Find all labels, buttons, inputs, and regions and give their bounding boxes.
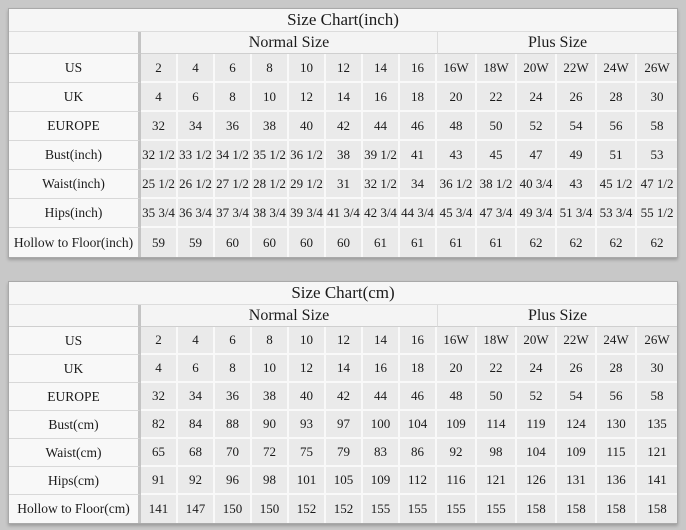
size-value-cell: 26W — [637, 327, 677, 355]
size-value-cell: 32 — [141, 383, 178, 411]
size-value-cell: 26W — [637, 54, 677, 83]
size-value-cell: 60 — [289, 228, 326, 257]
size-value-cell: 24 — [517, 355, 557, 383]
size-value-cell: 56 — [597, 112, 637, 141]
size-value-cell: 55 1/2 — [637, 199, 677, 228]
size-value-cell: 65 — [141, 439, 178, 467]
size-value-cell: 20W — [517, 54, 557, 83]
size-value-cell: 104 — [517, 439, 557, 467]
size-value-cell: 6 — [215, 327, 252, 355]
size-value-cell: 155 — [437, 495, 477, 523]
size-value-cell: 109 — [437, 411, 477, 439]
size-value-cell: 24 — [517, 83, 557, 112]
size-row — [9, 439, 677, 467]
size-value-cell: 53 — [637, 141, 677, 170]
size-value-cell: 101 — [289, 467, 326, 495]
table-title: Size Chart(inch) — [9, 9, 677, 32]
size-value-cell: 36 — [215, 383, 252, 411]
size-value-cell: 28 — [597, 355, 637, 383]
size-value-cell: 109 — [557, 439, 597, 467]
size-value-cell: 28 1/2 — [252, 170, 289, 199]
inch-table-body — [9, 54, 677, 257]
size-value-cell: 54 — [557, 383, 597, 411]
size-value-cell: 155 — [400, 495, 437, 523]
size-value-cell: 8 — [252, 327, 289, 355]
size-value-cell: 86 — [400, 439, 437, 467]
size-value-cell: 114 — [477, 411, 517, 439]
corner-cell — [9, 305, 141, 327]
size-value-cell: 83 — [363, 439, 400, 467]
size-row — [9, 495, 677, 523]
size-value-cell: 14 — [326, 83, 363, 112]
size-value-cell: 10 — [252, 355, 289, 383]
size-value-cell: 130 — [597, 411, 637, 439]
size-value-cell: 158 — [637, 495, 677, 523]
size-value-cell: 45 1/2 — [597, 170, 637, 199]
size-value-cell: 18W — [477, 327, 517, 355]
size-value-cell: 38 1/2 — [477, 170, 517, 199]
size-value-cell: 16 — [363, 355, 400, 383]
size-value-cell: 6 — [178, 355, 215, 383]
size-value-cell: 24W — [597, 327, 637, 355]
size-value-cell: 60 — [326, 228, 363, 257]
size-value-cell: 72 — [252, 439, 289, 467]
size-value-cell: 93 — [289, 411, 326, 439]
size-value-cell: 47 3/4 — [477, 199, 517, 228]
size-value-cell: 51 3/4 — [557, 199, 597, 228]
size-value-cell: 34 — [400, 170, 437, 199]
title-row — [9, 282, 677, 305]
size-value-cell: 32 — [141, 112, 178, 141]
size-value-cell: 49 3/4 — [517, 199, 557, 228]
size-value-cell: 70 — [215, 439, 252, 467]
row-label: Hollow to Floor(inch) — [9, 228, 141, 257]
size-value-cell: 25 1/2 — [141, 170, 178, 199]
size-value-cell: 84 — [178, 411, 215, 439]
size-value-cell: 61 — [400, 228, 437, 257]
normal-size-header: Normal Size — [141, 32, 437, 54]
size-value-cell: 22W — [557, 327, 597, 355]
size-value-cell: 26 1/2 — [178, 170, 215, 199]
size-value-cell: 14 — [326, 355, 363, 383]
row-label: Hollow to Floor(cm) — [9, 495, 141, 523]
size-value-cell: 12 — [326, 54, 363, 83]
size-value-cell: 158 — [597, 495, 637, 523]
size-value-cell: 62 — [517, 228, 557, 257]
size-value-cell: 44 3/4 — [400, 199, 437, 228]
size-value-cell: 112 — [400, 467, 437, 495]
size-value-cell: 22W — [557, 54, 597, 83]
size-value-cell: 40 — [289, 112, 326, 141]
size-value-cell: 38 — [252, 383, 289, 411]
row-label: Waist(inch) — [9, 170, 141, 199]
size-value-cell: 4 — [141, 355, 178, 383]
size-row — [9, 327, 677, 355]
group-header-row — [9, 32, 677, 54]
size-value-cell: 46 — [400, 112, 437, 141]
group-header-row — [9, 305, 677, 327]
size-value-cell: 141 — [637, 467, 677, 495]
size-value-cell: 26 — [557, 83, 597, 112]
size-row — [9, 83, 677, 112]
size-value-cell: 36 3/4 — [178, 199, 215, 228]
size-value-cell: 34 1/2 — [215, 141, 252, 170]
size-value-cell: 6 — [178, 83, 215, 112]
size-value-cell: 91 — [141, 467, 178, 495]
size-value-cell: 121 — [637, 439, 677, 467]
size-value-cell: 90 — [252, 411, 289, 439]
size-value-cell: 119 — [517, 411, 557, 439]
size-value-cell: 16 — [400, 327, 437, 355]
size-row — [9, 54, 677, 83]
size-value-cell: 36 1/2 — [289, 141, 326, 170]
size-value-cell: 60 — [252, 228, 289, 257]
size-value-cell: 18 — [400, 83, 437, 112]
row-label: Hips(inch) — [9, 199, 141, 228]
size-value-cell: 36 — [215, 112, 252, 141]
size-value-cell: 35 3/4 — [141, 199, 178, 228]
size-value-cell: 62 — [597, 228, 637, 257]
size-value-cell: 10 — [252, 83, 289, 112]
size-value-cell: 31 — [326, 170, 363, 199]
cm-table — [8, 281, 678, 524]
size-value-cell: 2 — [141, 327, 178, 355]
row-label: EUROPE — [9, 112, 141, 141]
size-value-cell: 152 — [326, 495, 363, 523]
plus-size-header: Plus Size — [437, 305, 677, 327]
size-value-cell: 10 — [289, 327, 326, 355]
size-value-cell: 147 — [178, 495, 215, 523]
size-value-cell: 12 — [326, 327, 363, 355]
size-value-cell: 100 — [363, 411, 400, 439]
size-value-cell: 82 — [141, 411, 178, 439]
size-value-cell: 38 — [326, 141, 363, 170]
size-value-cell: 59 — [141, 228, 178, 257]
size-row — [9, 199, 677, 228]
size-value-cell: 42 — [326, 112, 363, 141]
size-value-cell: 46 — [400, 383, 437, 411]
size-value-cell: 18 — [400, 355, 437, 383]
size-value-cell: 12 — [289, 355, 326, 383]
size-value-cell: 8 — [215, 83, 252, 112]
row-label: UK — [9, 355, 141, 383]
size-value-cell: 75 — [289, 439, 326, 467]
size-value-cell: 22 — [477, 355, 517, 383]
size-value-cell: 121 — [477, 467, 517, 495]
size-value-cell: 2 — [141, 54, 178, 83]
inch-table — [8, 8, 678, 258]
size-value-cell: 92 — [437, 439, 477, 467]
normal-size-header: Normal Size — [141, 305, 437, 327]
size-value-cell: 40 3/4 — [517, 170, 557, 199]
size-value-cell: 42 — [326, 383, 363, 411]
size-value-cell: 158 — [517, 495, 557, 523]
size-chart-inch-table — [8, 8, 678, 258]
size-value-cell: 97 — [326, 411, 363, 439]
size-value-cell: 14 — [363, 327, 400, 355]
size-value-cell: 32 1/2 — [363, 170, 400, 199]
size-value-cell: 92 — [178, 467, 215, 495]
size-value-cell: 45 3/4 — [437, 199, 477, 228]
size-value-cell: 105 — [326, 467, 363, 495]
size-value-cell: 61 — [363, 228, 400, 257]
size-value-cell: 38 3/4 — [252, 199, 289, 228]
size-value-cell: 37 3/4 — [215, 199, 252, 228]
title-row — [9, 9, 677, 32]
size-value-cell: 35 1/2 — [252, 141, 289, 170]
size-value-cell: 4 — [141, 83, 178, 112]
size-value-cell: 30 — [637, 355, 677, 383]
size-value-cell: 79 — [326, 439, 363, 467]
size-value-cell: 56 — [597, 383, 637, 411]
size-value-cell: 20W — [517, 327, 557, 355]
size-value-cell: 16W — [437, 54, 477, 83]
size-value-cell: 88 — [215, 411, 252, 439]
size-row — [9, 170, 677, 199]
size-value-cell: 51 — [597, 141, 637, 170]
size-value-cell: 141 — [141, 495, 178, 523]
size-value-cell: 68 — [178, 439, 215, 467]
size-value-cell: 39 1/2 — [363, 141, 400, 170]
size-value-cell: 52 — [517, 112, 557, 141]
size-value-cell: 61 — [437, 228, 477, 257]
size-value-cell: 34 — [178, 383, 215, 411]
size-value-cell: 50 — [477, 112, 517, 141]
size-value-cell: 152 — [289, 495, 326, 523]
plus-size-header: Plus Size — [437, 32, 677, 54]
row-label: Bust(cm) — [9, 411, 141, 439]
size-value-cell: 8 — [215, 355, 252, 383]
size-value-cell: 115 — [597, 439, 637, 467]
size-value-cell: 38 — [252, 112, 289, 141]
size-value-cell: 155 — [477, 495, 517, 523]
size-value-cell: 43 — [557, 170, 597, 199]
size-value-cell: 30 — [637, 83, 677, 112]
size-value-cell: 42 3/4 — [363, 199, 400, 228]
row-label: UK — [9, 83, 141, 112]
size-value-cell: 32 1/2 — [141, 141, 178, 170]
size-value-cell: 135 — [637, 411, 677, 439]
size-value-cell: 45 — [477, 141, 517, 170]
size-value-cell: 40 — [289, 383, 326, 411]
size-value-cell: 36 1/2 — [437, 170, 477, 199]
size-row — [9, 467, 677, 495]
size-value-cell: 24W — [597, 54, 637, 83]
size-value-cell: 33 1/2 — [178, 141, 215, 170]
size-value-cell: 22 — [477, 83, 517, 112]
size-value-cell: 20 — [437, 355, 477, 383]
size-value-cell: 136 — [597, 467, 637, 495]
size-value-cell: 49 — [557, 141, 597, 170]
size-value-cell: 98 — [477, 439, 517, 467]
size-value-cell: 150 — [215, 495, 252, 523]
size-value-cell: 47 1/2 — [637, 170, 677, 199]
size-value-cell: 124 — [557, 411, 597, 439]
size-value-cell: 44 — [363, 112, 400, 141]
size-value-cell: 98 — [252, 467, 289, 495]
size-value-cell: 109 — [363, 467, 400, 495]
size-value-cell: 20 — [437, 83, 477, 112]
size-value-cell: 10 — [289, 54, 326, 83]
size-value-cell: 60 — [215, 228, 252, 257]
size-value-cell: 61 — [477, 228, 517, 257]
size-value-cell: 41 3/4 — [326, 199, 363, 228]
size-value-cell: 12 — [289, 83, 326, 112]
size-chart-cm-table — [8, 281, 678, 524]
size-value-cell: 50 — [477, 383, 517, 411]
row-label: Hips(cm) — [9, 467, 141, 495]
size-row — [9, 141, 677, 170]
size-value-cell: 27 1/2 — [215, 170, 252, 199]
size-value-cell: 155 — [363, 495, 400, 523]
size-value-cell: 8 — [252, 54, 289, 83]
size-value-cell: 29 1/2 — [289, 170, 326, 199]
size-value-cell: 53 3/4 — [597, 199, 637, 228]
size-value-cell: 18W — [477, 54, 517, 83]
size-value-cell: 4 — [178, 327, 215, 355]
size-value-cell: 16 — [400, 54, 437, 83]
size-value-cell: 34 — [178, 112, 215, 141]
size-value-cell: 28 — [597, 83, 637, 112]
size-row — [9, 355, 677, 383]
size-value-cell: 131 — [557, 467, 597, 495]
size-value-cell: 116 — [437, 467, 477, 495]
row-label: Bust(inch) — [9, 141, 141, 170]
size-value-cell: 96 — [215, 467, 252, 495]
size-value-cell: 39 3/4 — [289, 199, 326, 228]
size-value-cell: 52 — [517, 383, 557, 411]
size-value-cell: 41 — [400, 141, 437, 170]
size-value-cell: 14 — [363, 54, 400, 83]
row-label: US — [9, 54, 141, 83]
size-value-cell: 59 — [178, 228, 215, 257]
size-value-cell: 26 — [557, 355, 597, 383]
size-value-cell: 4 — [178, 54, 215, 83]
row-label: EUROPE — [9, 383, 141, 411]
size-value-cell: 47 — [517, 141, 557, 170]
size-row — [9, 383, 677, 411]
size-value-cell: 48 — [437, 383, 477, 411]
row-label: US — [9, 327, 141, 355]
size-value-cell: 58 — [637, 383, 677, 411]
size-value-cell: 58 — [637, 112, 677, 141]
size-value-cell: 43 — [437, 141, 477, 170]
size-value-cell: 6 — [215, 54, 252, 83]
size-value-cell: 62 — [557, 228, 597, 257]
size-value-cell: 158 — [557, 495, 597, 523]
size-value-cell: 44 — [363, 383, 400, 411]
size-value-cell: 16 — [363, 83, 400, 112]
size-value-cell: 104 — [400, 411, 437, 439]
size-value-cell: 62 — [637, 228, 677, 257]
corner-cell — [9, 32, 141, 54]
table-title: Size Chart(cm) — [9, 282, 677, 305]
size-value-cell: 126 — [517, 467, 557, 495]
size-row — [9, 228, 677, 257]
cm-table-body — [9, 327, 677, 523]
size-value-cell: 54 — [557, 112, 597, 141]
size-value-cell: 150 — [252, 495, 289, 523]
size-value-cell: 16W — [437, 327, 477, 355]
size-row — [9, 411, 677, 439]
size-row — [9, 112, 677, 141]
size-value-cell: 48 — [437, 112, 477, 141]
row-label: Waist(cm) — [9, 439, 141, 467]
